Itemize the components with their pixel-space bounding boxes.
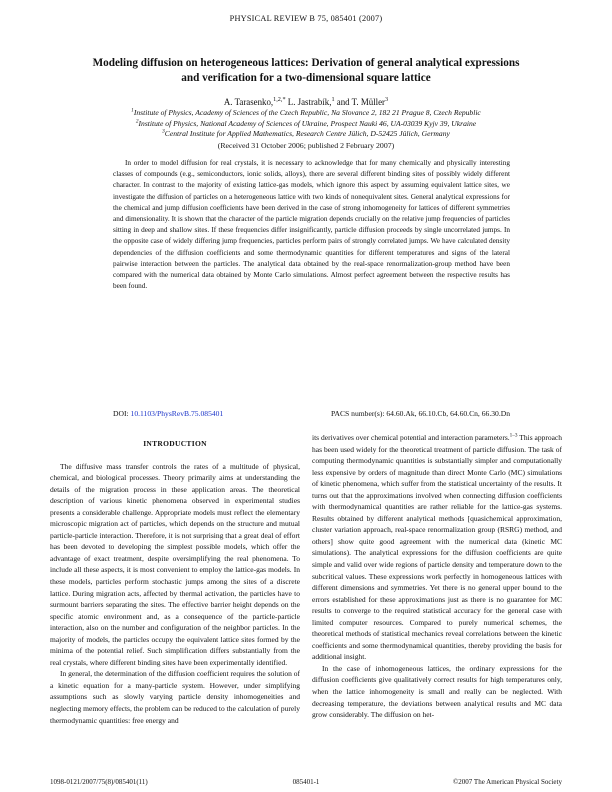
received-dates: (Received 31 October 2006; published 2 February 2007) (217, 141, 395, 150)
body-text: This approach has been used widely for the theoretical treatment of particle diffusion. The task of computing thermodynamic quantities is substantially simpler and computationally less expensive by orders of magnitude than direct Monte Carlo (MC) simulations of kinetic phenomena, which suffer from the statistical uncertainty of the results. It turns out that the approximations involved when connecting diffusion coefficients with thermodynamical quantities are rather reliable for the lattice-gas systems. Results obtained by different analytical methods [quasichemical approximation, cluster variation approach, real-space renormalization group (RSRG) method, and others] show quite good agreement with the numerical data (kinetic MC simulations). The analytical expressions for the diffusion coefficients are quite simple and valid over wide regions of particle density and temperature down to the subcritical values. These expressions work perfectly in homogeneous lattices with different dimensions and symmetries. Yet there is no general upper bound to the errors established for these approximations just as there is no guarantee for MC results to converge to the required statistical accuracy for the general case with limited computer resources. Compared to purely numerical schemes, the theoretical methods of statistical mechanics reveal correlations between the kinetic coefficients and some thermodynamical quantities, thereby providing the basis for additional insight. (312, 433, 563, 662)
doi-link[interactable]: 10.1103/PhysRevB.75.085401 (130, 409, 224, 418)
left-column (50, 432, 300, 726)
abstract: In order to model diffusion for real crystals, it is necessary to acknowledge that for many chemically and physically interesting classes of compounds (e.g., semiconductors, ionic solids, alloys), there are several different binding sites of possibly widely different character. In contrast to the majority of existing lattice-gas models, which ignore this aspect by assuming equivalent lattice sites, we investigate the diffusion of particles on a heterogeneous lattice with two kinds of nonequivalent sites. General analytical expressions for the chemical and jump diffusion coefficients have been derived in the case of strong inhomogeneity for lattices of different symmetries and dimensionality. It is shown that the character of the particle migration depends crucially on the relative jump frequencies of particles sitting in deep and shallow sites. If these frequencies differ insignificantly, particle diffusion proceeds by single uncorrelated jumps. In the opposite case of widely differing jump frequencies, particles perform pairs of strongly correlated jumps. We have calculated density dependencies of the diffusion coefficients and some thermodynamic quantities for different temperatures and signs of the lateral pairwise interaction between the particles. The analytical data obtained by the real-space renormalization-group method have been compared with the numerical data obtained by Monte Carlo simulations. Almost perfect agreement between the respective results has been found. (113, 159, 510, 291)
body-paragraph: In general, the determination of the diffusion coefficient requires the solution of a kinetic equation for a many-particle system. However, under simplifying assumptions such as slowly varying particle density inhomogeneities and neglecting memory effects, the problem can be reduced to the calculation of purely thermodynamic quantities: free energy and (50, 669, 300, 725)
citation-ref: 1–3 (509, 432, 518, 439)
running-header: PHYSICAL REVIEW B 75, 085401 (2007) (229, 14, 383, 23)
affiliation-text: Central Institute for Applied Mathematics, Research Centre Jülich, D-52425 Jülich, Germany (164, 129, 450, 138)
paper-title (60, 56, 552, 85)
author-name: A. Tarasenko, (223, 97, 274, 107)
body-text: its derivatives over chemical potential and interaction parameters. (312, 433, 510, 442)
footer-copyright: ©2007 The American Physical Society (452, 778, 562, 786)
footer-issn: 1098-0121/2007/75(8)/085401(11) (50, 778, 148, 786)
author-name: L. Jastrabík, (285, 97, 332, 107)
affiliation-marker: 3 (162, 128, 165, 135)
author-affil-marker: 1 (331, 96, 335, 104)
affiliation-text: Institute of Physics, National Academy of Sciences of Ukraine, Prospect Nauki 46, UA-03039 Kyjv 39, Ukraine (138, 118, 477, 128)
doi-pacs-line (113, 409, 510, 418)
pacs-numbers: PACS number(s): 64.60.Ak, 66.10.Cb, 64.60.Cn, 66.30.Dn (330, 409, 510, 418)
author-list (40, 97, 572, 107)
title-line-1: Modeling diffusion on heterogeneous lattices: Derivation of general analytical expressions (92, 57, 520, 69)
affiliation (40, 108, 572, 119)
right-column (312, 432, 562, 721)
author-affil-marker: 3 (385, 96, 389, 104)
affiliation-marker: 2 (135, 117, 139, 124)
affiliation-text: Institute of Physics, Academy of Sciences of the Czech Republic, Na Slovance 2, 182 21 Prague 8, Czech Republic (133, 108, 481, 117)
body-paragraph: In the case of inhomogeneous lattices, the ordinary expressions for the diffusion coefficients give qualitatively correct results for high temperatures only, when the lattice inhomogeneity is small and really can be neglected. With decreasing temperature, the deviations between analytical results and MC data grow considerably. The diffusion on het- (312, 663, 562, 720)
body-paragraph: The diffusive mass transfer controls the rates of a multitude of physical, chemical, and biological processes. Theory primarily aims at understanding the details of the migration process in these application areas. The theoretical description of various kinetic phenomena observed in experimental studies presents a considerable challenge. Appropriate models must reflect the elementary microscopic migration act of particles, which depends on the structure and mutual particle-particle interaction. Therefore, it is not surprising that a great deal of effort has been devoted to developing the simplest possible models, which offer the advantage of exact treatment, despite oversimplifying the real phenomena. To include all these aspects, it is most convenient to employ the lattice-gas models. In these models, particles perform stochastic jumps among the sites of a discrete lattice. During migration acts, affected by thermal activation, the particles have to surmount barriers separating the sites. The effective barrier height depends on the specific atomic environment and, as a consequence of the particle-particle interaction, also on the number and configuration of the neighbor particles. In the majority of models, the particles occupy the equivalent lattice sites formed by the minima of the potential relief. Such simplification differs substantially from the real crystals, where different binding sites have been experimentally identified. (50, 461, 300, 667)
author-name: and T. Müller (334, 97, 385, 107)
doi-label: DOI: (113, 409, 131, 418)
affiliation (40, 119, 572, 130)
author-affil-marker: 1,2,* (273, 96, 286, 104)
affiliation (40, 129, 572, 140)
body-paragraph (312, 432, 562, 663)
affiliation-marker: 1 (131, 107, 134, 114)
section-heading: INTRODUCTION (143, 439, 207, 448)
footer-page-number: 085401-1 (292, 778, 320, 786)
title-line-2: and verification for a two-dimensional square lattice (181, 71, 431, 84)
